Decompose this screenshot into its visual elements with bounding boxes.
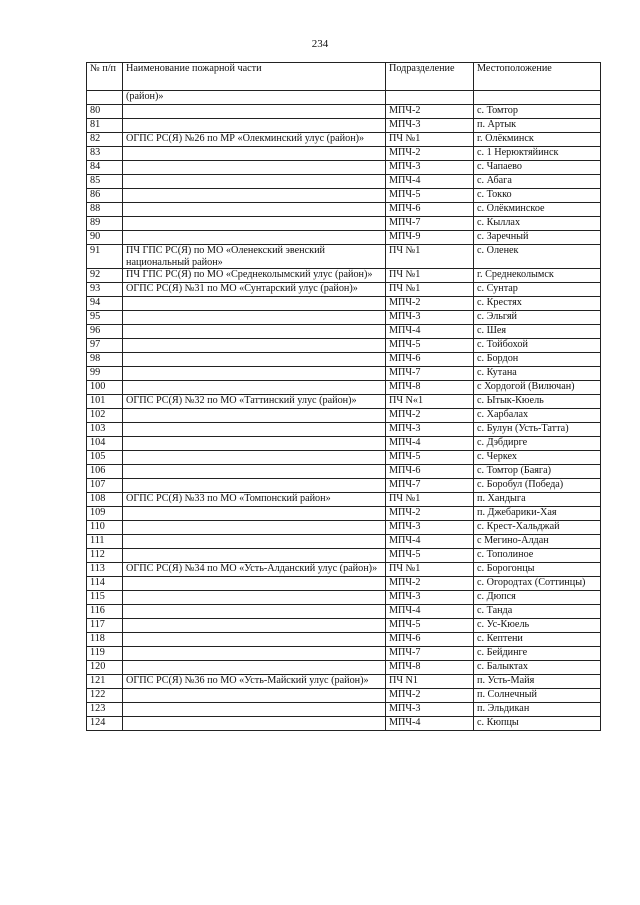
- table-row: [87, 231, 601, 245]
- unit-cell: ПЧ №1: [386, 245, 474, 269]
- station-name-cell: [123, 119, 386, 133]
- station-name-cell: (район)»: [123, 91, 386, 105]
- station-name-cell: [123, 423, 386, 437]
- table-row: [87, 353, 601, 367]
- station-name-cell: [123, 521, 386, 535]
- unit-cell: МПЧ-7: [386, 479, 474, 493]
- station-name-cell: [123, 147, 386, 161]
- location-cell: с. Ытык-Кюель: [474, 395, 601, 409]
- unit-cell: МПЧ-7: [386, 647, 474, 661]
- location-cell: с. Тойбохой: [474, 339, 601, 353]
- row-number-cell: 99: [87, 367, 123, 381]
- table-row: [87, 647, 601, 661]
- location-cell: п. Джебарики-Хая: [474, 507, 601, 521]
- station-name-cell: [123, 231, 386, 245]
- unit-cell: МПЧ-7: [386, 367, 474, 381]
- unit-cell: ПЧ №1: [386, 493, 474, 507]
- row-number-cell: 93: [87, 283, 123, 297]
- unit-cell: МПЧ-3: [386, 521, 474, 535]
- table-row: [87, 217, 601, 231]
- unit-cell: МПЧ-3: [386, 423, 474, 437]
- unit-cell: МПЧ-6: [386, 353, 474, 367]
- table-row: [87, 591, 601, 605]
- location-cell: с Мегино-Алдан: [474, 535, 601, 549]
- station-name-cell: [123, 535, 386, 549]
- table-row: [87, 119, 601, 133]
- location-cell: [474, 91, 601, 105]
- row-number-cell: 89: [87, 217, 123, 231]
- table-row: [87, 549, 601, 563]
- table-row: [87, 339, 601, 353]
- unit-cell: МПЧ-4: [386, 535, 474, 549]
- unit-cell: ПЧ №1: [386, 563, 474, 577]
- table-row: [87, 521, 601, 535]
- row-number-cell: 82: [87, 133, 123, 147]
- location-cell: с. Сунтар: [474, 283, 601, 297]
- station-name-cell: [123, 633, 386, 647]
- unit-cell: МПЧ-3: [386, 591, 474, 605]
- station-name-cell: ПЧ ГПС РС(Я) по МО «Среднеколымский улус (район)»: [123, 269, 386, 283]
- unit-cell: МПЧ-4: [386, 175, 474, 189]
- station-name-cell: ОГПС РС(Я) №32 по МО «Таттинский улус (район)»: [123, 395, 386, 409]
- table-row: [87, 269, 601, 283]
- unit-cell: ПЧ N1: [386, 675, 474, 689]
- table-row: [87, 367, 601, 381]
- table-row: [87, 479, 601, 493]
- station-name-cell: [123, 175, 386, 189]
- unit-cell: МПЧ-3: [386, 703, 474, 717]
- station-name-cell: [123, 703, 386, 717]
- unit-cell: МПЧ-2: [386, 689, 474, 703]
- table-row: [87, 535, 601, 549]
- row-number-cell: 104: [87, 437, 123, 451]
- station-name-cell: [123, 339, 386, 353]
- unit-cell: МПЧ-5: [386, 451, 474, 465]
- unit-cell: МПЧ-3: [386, 161, 474, 175]
- row-number-cell: 122: [87, 689, 123, 703]
- table-row: [87, 717, 601, 731]
- row-number-cell: 108: [87, 493, 123, 507]
- row-number-cell: 84: [87, 161, 123, 175]
- station-name-cell: [123, 353, 386, 367]
- table-row: [87, 451, 601, 465]
- station-name-cell: [123, 451, 386, 465]
- station-name-cell: ОГПС РС(Я) №31 по МО «Сунтарский улус (район)»: [123, 283, 386, 297]
- unit-cell: МПЧ-5: [386, 339, 474, 353]
- unit-cell: МПЧ-2: [386, 105, 474, 119]
- unit-cell: МПЧ-2: [386, 577, 474, 591]
- row-number-cell: 116: [87, 605, 123, 619]
- row-number-cell: 101: [87, 395, 123, 409]
- location-cell: с. Борогонцы: [474, 563, 601, 577]
- row-number-cell: 92: [87, 269, 123, 283]
- table-row: [87, 161, 601, 175]
- table-row: [87, 465, 601, 479]
- location-cell: с. Чапаево: [474, 161, 601, 175]
- location-cell: с. Абага: [474, 175, 601, 189]
- row-number-cell: 111: [87, 535, 123, 549]
- row-number-cell: 80: [87, 105, 123, 119]
- station-name-cell: ОГПС РС(Я) №33 по МО «Томпонский район»: [123, 493, 386, 507]
- row-number-cell: 103: [87, 423, 123, 437]
- station-name-cell: [123, 217, 386, 231]
- table-row: [87, 105, 601, 119]
- station-name-cell: [123, 549, 386, 563]
- station-name-cell: [123, 591, 386, 605]
- row-number-cell: 114: [87, 577, 123, 591]
- location-cell: п. Артык: [474, 119, 601, 133]
- location-cell: с. Харбалах: [474, 409, 601, 423]
- page-number: 234: [311, 38, 329, 50]
- row-number-cell: 83: [87, 147, 123, 161]
- location-cell: п. Усть-Майя: [474, 675, 601, 689]
- station-name-cell: [123, 479, 386, 493]
- row-number-cell: 81: [87, 119, 123, 133]
- table-row: [87, 409, 601, 423]
- table-row: [87, 203, 601, 217]
- row-number-cell: 85: [87, 175, 123, 189]
- table-row: [87, 703, 601, 717]
- station-name-cell: [123, 203, 386, 217]
- station-name-cell: [123, 311, 386, 325]
- unit-cell: МПЧ-3: [386, 311, 474, 325]
- table-row: [87, 577, 601, 591]
- location-cell: с. Танда: [474, 605, 601, 619]
- unit-cell: МПЧ-9: [386, 231, 474, 245]
- table-header-row: [87, 63, 601, 91]
- table-row: [87, 689, 601, 703]
- row-number-cell: 109: [87, 507, 123, 521]
- table-row: [87, 423, 601, 437]
- table-row: [87, 605, 601, 619]
- location-cell: с. Томтор (Баяга): [474, 465, 601, 479]
- location-cell: с. Кыллах: [474, 217, 601, 231]
- row-number-cell: 100: [87, 381, 123, 395]
- table-body: [87, 91, 601, 731]
- location-cell: г. Среднеколымск: [474, 269, 601, 283]
- table-row: [87, 325, 601, 339]
- row-number-cell: 95: [87, 311, 123, 325]
- station-name-cell: [123, 381, 386, 395]
- row-number-cell: 90: [87, 231, 123, 245]
- location-cell: с. Бейдинге: [474, 647, 601, 661]
- station-name-cell: [123, 647, 386, 661]
- location-cell: с. Боробул (Победа): [474, 479, 601, 493]
- location-cell: п. Эльдикан: [474, 703, 601, 717]
- unit-cell: МПЧ-4: [386, 605, 474, 619]
- row-number-cell: 120: [87, 661, 123, 675]
- location-cell: с. Дэбдирге: [474, 437, 601, 451]
- location-cell: с. Балыктах: [474, 661, 601, 675]
- station-name-cell: [123, 717, 386, 731]
- unit-cell: МПЧ-6: [386, 203, 474, 217]
- table-row: [87, 245, 601, 269]
- header-unit: Подразделение: [386, 63, 474, 91]
- location-cell: с. Бордон: [474, 353, 601, 367]
- header-location: Местоположение: [474, 63, 601, 91]
- row-number-cell: 121: [87, 675, 123, 689]
- location-cell: с. Ус-Кюель: [474, 619, 601, 633]
- table-row: [87, 381, 601, 395]
- location-cell: г. Олёкминск: [474, 133, 601, 147]
- location-cell: п. Хандыга: [474, 493, 601, 507]
- row-number-cell: 106: [87, 465, 123, 479]
- table-row: [87, 311, 601, 325]
- unit-cell: МПЧ-5: [386, 189, 474, 203]
- unit-cell: ПЧ №1: [386, 133, 474, 147]
- row-number-cell: 112: [87, 549, 123, 563]
- station-name-cell: [123, 507, 386, 521]
- station-name-cell: [123, 189, 386, 203]
- unit-cell: МПЧ-5: [386, 549, 474, 563]
- station-name-cell: [123, 577, 386, 591]
- station-name-cell: [123, 619, 386, 633]
- unit-cell: МПЧ-4: [386, 717, 474, 731]
- row-number-cell: 107: [87, 479, 123, 493]
- row-number-cell: 91: [87, 245, 123, 269]
- location-cell: п. Солнечный: [474, 689, 601, 703]
- unit-cell: МПЧ-2: [386, 507, 474, 521]
- location-cell: с. Эльгяй: [474, 311, 601, 325]
- row-number-cell: 113: [87, 563, 123, 577]
- location-cell: с. Олёкминское: [474, 203, 601, 217]
- unit-cell: МПЧ-6: [386, 465, 474, 479]
- table-row: [87, 175, 601, 189]
- unit-cell: ПЧ №1: [386, 283, 474, 297]
- header-name: Наименование пожарной части: [123, 63, 386, 91]
- unit-cell: ПЧ N«1: [386, 395, 474, 409]
- table-row: [87, 133, 601, 147]
- location-cell: с Хордогой (Вилючан): [474, 381, 601, 395]
- table-row: [87, 619, 601, 633]
- table-row: [87, 91, 601, 105]
- unit-cell: МПЧ-5: [386, 619, 474, 633]
- location-cell: с. Крест-Хальджай: [474, 521, 601, 535]
- station-name-cell: [123, 465, 386, 479]
- location-cell: с. Шея: [474, 325, 601, 339]
- table-row: [87, 189, 601, 203]
- location-cell: с. Токко: [474, 189, 601, 203]
- table-row: [87, 437, 601, 451]
- station-name-cell: [123, 325, 386, 339]
- location-cell: с. Тополиное: [474, 549, 601, 563]
- table-row: [87, 675, 601, 689]
- table-row: [87, 147, 601, 161]
- row-number-cell: 94: [87, 297, 123, 311]
- row-number-cell: 86: [87, 189, 123, 203]
- unit-cell: МПЧ-8: [386, 381, 474, 395]
- unit-cell: МПЧ-6: [386, 633, 474, 647]
- unit-cell: [386, 91, 474, 105]
- table-row: [87, 283, 601, 297]
- row-number-cell: 119: [87, 647, 123, 661]
- station-name-cell: [123, 297, 386, 311]
- table-row: [87, 395, 601, 409]
- unit-cell: ПЧ №1: [386, 269, 474, 283]
- location-cell: с. 1 Нерюктяйинск: [474, 147, 601, 161]
- table-row: [87, 563, 601, 577]
- location-cell: с. Томтор: [474, 105, 601, 119]
- table-row: [87, 633, 601, 647]
- unit-cell: МПЧ-4: [386, 325, 474, 339]
- station-name-cell: [123, 689, 386, 703]
- row-number-cell: 102: [87, 409, 123, 423]
- station-name-cell: ОГПС РС(Я) №36 по МО «Усть-Майский улус (район)»: [123, 675, 386, 689]
- location-cell: с. Дюпся: [474, 591, 601, 605]
- location-cell: с. Крестях: [474, 297, 601, 311]
- unit-cell: МПЧ-7: [386, 217, 474, 231]
- station-name-cell: [123, 161, 386, 175]
- location-cell: с. Кептени: [474, 633, 601, 647]
- table-row: [87, 297, 601, 311]
- row-number-cell: [87, 91, 123, 105]
- row-number-cell: 97: [87, 339, 123, 353]
- row-number-cell: 123: [87, 703, 123, 717]
- station-name-cell: [123, 661, 386, 675]
- row-number-cell: 117: [87, 619, 123, 633]
- row-number-cell: 105: [87, 451, 123, 465]
- row-number-cell: 124: [87, 717, 123, 731]
- unit-cell: МПЧ-2: [386, 409, 474, 423]
- unit-cell: МПЧ-3: [386, 119, 474, 133]
- header-number: № п/п: [87, 63, 123, 91]
- location-cell: с. Черкех: [474, 451, 601, 465]
- unit-cell: МПЧ-2: [386, 297, 474, 311]
- location-cell: с. Булун (Усть-Татта): [474, 423, 601, 437]
- location-cell: с. Кюпцы: [474, 717, 601, 731]
- location-cell: с. Огородтах (Соттинцы): [474, 577, 601, 591]
- unit-cell: МПЧ-8: [386, 661, 474, 675]
- station-name-cell: [123, 409, 386, 423]
- table-row: [87, 493, 601, 507]
- row-number-cell: 98: [87, 353, 123, 367]
- row-number-cell: 96: [87, 325, 123, 339]
- unit-cell: МПЧ-4: [386, 437, 474, 451]
- station-name-cell: [123, 105, 386, 119]
- row-number-cell: 118: [87, 633, 123, 647]
- fire-stations-table: [86, 62, 601, 731]
- table-row: [87, 507, 601, 521]
- table-row: [87, 661, 601, 675]
- station-name-cell: [123, 367, 386, 381]
- row-number-cell: 88: [87, 203, 123, 217]
- location-cell: с. Кутана: [474, 367, 601, 381]
- station-name-cell: [123, 605, 386, 619]
- station-name-cell: ОГПС РС(Я) №26 по МР «Олекминский улус (район)»: [123, 133, 386, 147]
- row-number-cell: 115: [87, 591, 123, 605]
- station-name-cell: [123, 437, 386, 451]
- unit-cell: МПЧ-2: [386, 147, 474, 161]
- row-number-cell: 110: [87, 521, 123, 535]
- location-cell: с. Заречный: [474, 231, 601, 245]
- station-name-cell: ПЧ ГПС РС(Я) по МО «Оленекский эвенский национальный район»: [123, 245, 386, 269]
- station-name-cell: ОГПС РС(Я) №34 по МО «Усть-Алданский улус (район)»: [123, 563, 386, 577]
- location-cell: с. Оленек: [474, 245, 601, 269]
